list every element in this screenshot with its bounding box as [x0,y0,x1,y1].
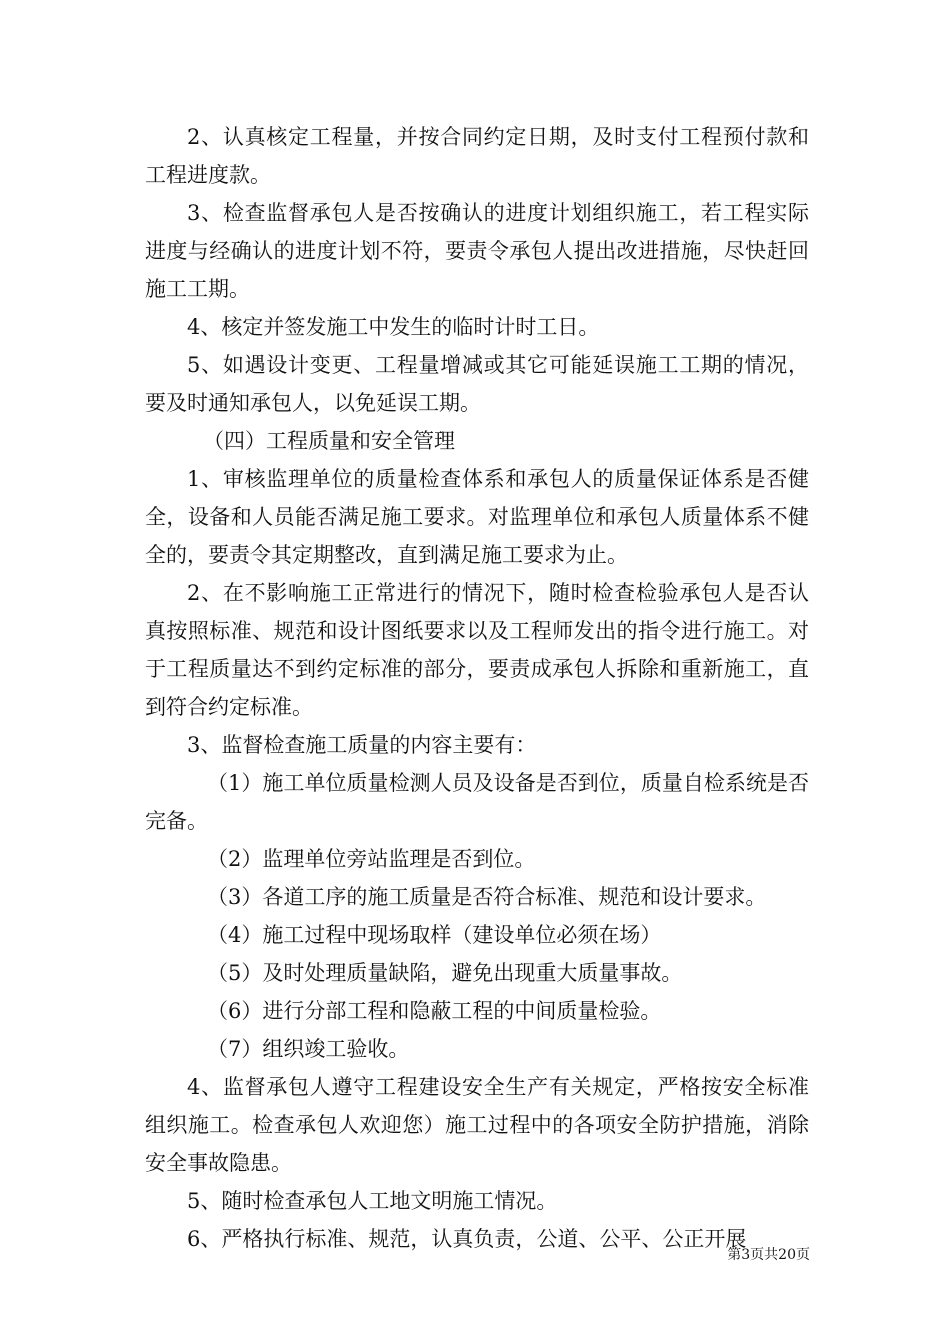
paragraph-2: 3、检查监督承包人是否按确认的进度计划组织施工，若工程实际进度与经确认的进度计划不符，要责令承包人提出改进措施，尽快赶回施工工期。 [145,201,809,301]
paragraph-17: 5、随时检查承包人工地文明施工情况。 [187,1189,558,1213]
paragraph-4: 5、如遇设计变更、工程量增减或其它可能延误施工工期的情况，要及时通知承包人，以免延误工期。 [145,353,809,415]
page-number: 第3页共20页 [727,1247,810,1263]
paragraph-16: 4、监督承包人遵守工程建设安全生产有关规定，严格按安全标准组织施工。检查承包人欢迎您）施工过程中的各项安全防护措施，消除安全事故隐患。 [145,1075,809,1175]
list-item-6: （6）进行分部工程和隐蔽工程的中间质量检验。 [207,999,662,1023]
list-item-2: （2）监理单位旁站监理是否到位。 [207,847,536,871]
list-item-1: （1）施工单位质量检测人员及设备是否到位，质量自检系统是否完备。 [145,771,809,833]
list-item-5: （5）及时处理质量缺陷，避免出现重大质量事故。 [207,961,683,985]
paragraph-18: 6、严格执行标准、规范，认真负责，公道、公平、公正开展 [187,1227,747,1251]
paragraph-3: 4、核定并签发施工中发生的临时计时工日。 [187,315,600,339]
list-item-3: （3）各道工序的施工质量是否符合标准、规范和设计要求。 [207,885,767,909]
paragraph-6: 1、审核监理单位的质量检查体系和承包人的质量保证体系是否健全，设备和人员能否满足施工要求。对监理单位和承包人质量体系不健全的，要责令其定期整改，直到满足施工要求为止。 [145,467,809,567]
paragraph-7: 2、在不影响施工正常进行的情况下，随时检查检验承包人是否认真按照标准、规范和设计图纸要求以及工程师发出的指令进行施工。对于工程质量达不到约定标准的部分，要责成承包人拆除和重新施工，直到符合约定标准。 [145,581,809,719]
paragraph-1: 2、认真核定工程量，并按合同约定日期，及时支付工程预付款和工程进度款。 [145,125,809,187]
list-item-4: （4）施工过程中现场取样（建设单位必须在场） [207,923,662,947]
body-text [145,118,809,1258]
section-heading: （四）工程质量和安全管理 [203,429,455,453]
paragraph-8: 3、监督检查施工质量的内容主要有： [187,733,537,757]
list-item-7: （7）组织竣工验收。 [207,1037,410,1061]
